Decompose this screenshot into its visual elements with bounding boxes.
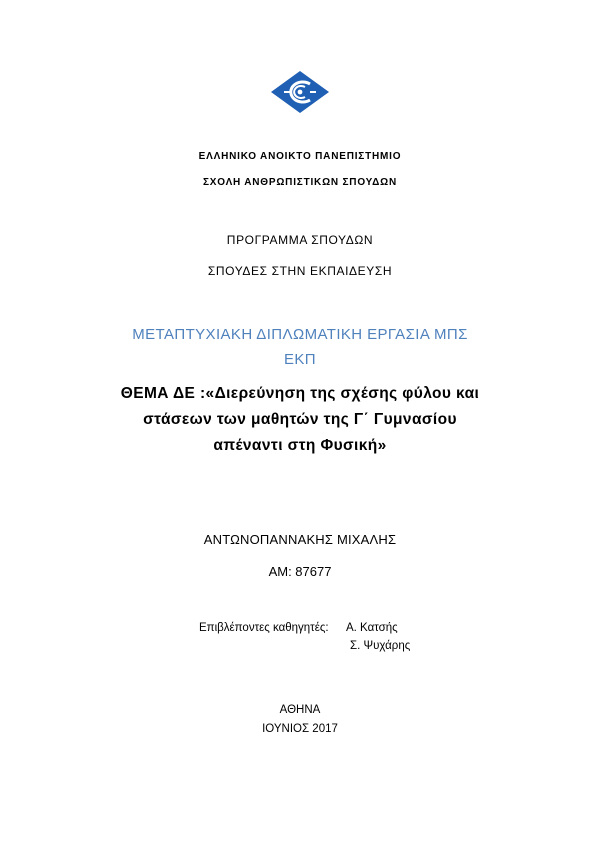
studies-name: ΣΠΟΥΔΕΣ ΣΤΗΝ ΕΚΠΑΙΔΕΥΣΗ	[207, 264, 393, 278]
thesis-topic-line-3: απέναντι στη Φυσική»	[213, 437, 387, 454]
city: ΑΘΗΝΑ	[279, 704, 321, 716]
university-name: ΕΛΛΗΝΙΚΟ ΑΝΟΙΚΤΟ ΠΑΝΕΠΙΣΤΗΜΙΟ	[198, 151, 402, 162]
date: ΙΟΥΝΙΟΣ 2017	[262, 723, 338, 735]
eap-logo-icon	[270, 70, 330, 114]
thesis-type	[0, 322, 600, 372]
thesis-type-line-2: ΕΚΠ	[283, 351, 317, 368]
student-id: ΑΜ: 87677	[268, 564, 332, 579]
thesis-topic	[0, 381, 600, 459]
program-label: ΠΡΟΓΡΑΜΜΑ ΣΠΟΥΔΩΝ	[226, 233, 374, 247]
thesis-topic-line-2: στάσεων των μαθητών της Γ΄ Γυμνασίου	[143, 411, 457, 428]
supervisor-1: Α. Κατσής	[346, 622, 398, 634]
supervisor-2: Σ. Ψυχάρης	[350, 640, 411, 652]
thesis-topic-line-1: ΘΕΜΑ ΔΕ :«Διερεύνηση της σχέσης φύλου και	[120, 385, 480, 402]
supervisors-label: Επιβλέποντες καθηγητές:	[199, 622, 329, 634]
thesis-type-line-1: ΜΕΤΑΠΤΥΧΙΑΚΗ ΔΙΠΛΩΜΑΤΙΚΗ ΕΡΓΑΣΙΑ ΜΠΣ	[132, 326, 468, 343]
author-name: ΑΝΤΩΝΟΠΑΝΝΑΚΗΣ ΜΙΧΑΛΗΣ	[203, 532, 397, 547]
school-name: ΣΧΟΛΗ ΑΝΘΡΩΠΙΣΤΙΚΩΝ ΣΠΟΥΔΩΝ	[202, 177, 398, 188]
